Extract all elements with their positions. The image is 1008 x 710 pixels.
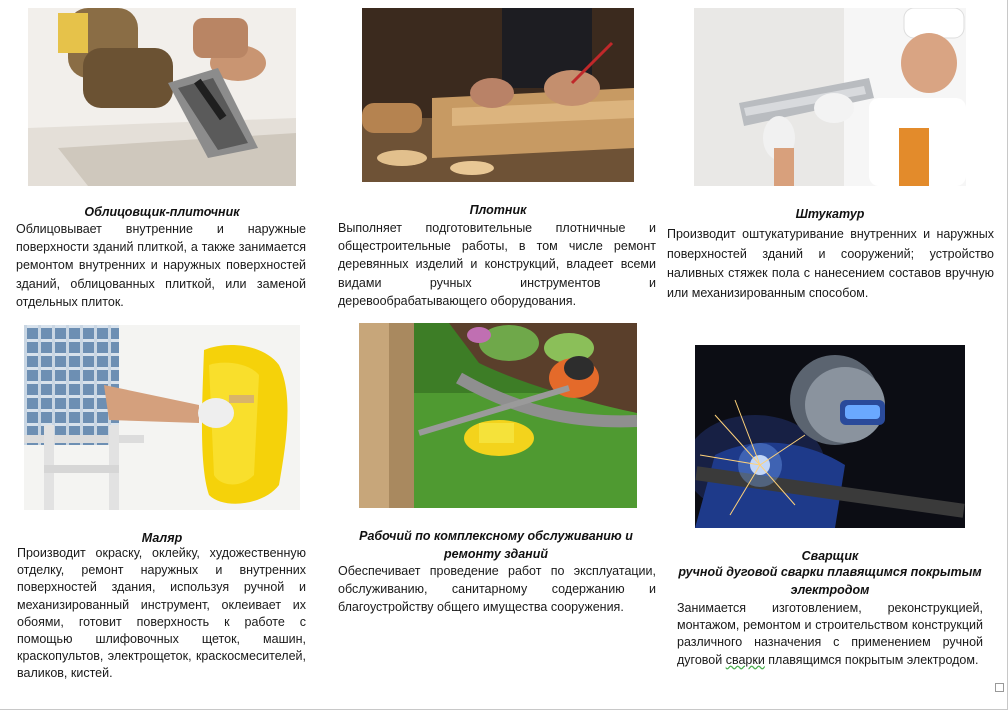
painter-photo (24, 325, 300, 510)
welder-description-part2: плавящимся покрытым электродом. (764, 652, 979, 667)
maintenance-description: Обеспечивает проведение работ по эксплуатации, обслуживанию, санитарному содержанию и благоустройству общего имущества сооружения. (338, 564, 656, 615)
welder-description-part1: Занимается изготовлением, реконструкцией, монтажом, ремонтом и строительством конструкций различного назначения с применением ручной дуговой (677, 601, 983, 667)
maintenance-title: Рабочий по комплексному обслуживанию и ремонту зданий (359, 529, 633, 561)
plasterer-description: Производит оштукатуривание внутренних и наружных поверхностей зданий и сооружений; устройство наливных стяжек пола с нанесением составов вручную или механизированным способом. (667, 227, 994, 300)
tiler-photo (28, 8, 296, 186)
painter-title: Маляр (141, 531, 183, 545)
painter-description: Производит окраску, оклейку, художественную отделку, ремонт наружных и внутренних поверхностей здания, используя ручной и механизированный инструмент, оклеивает их обоями, готовит поверхность к работе с помощью шлифовочных щеток, машин, краскопультов, электрощеток, краскосмесителей, валиков, кистей. (17, 546, 306, 681)
tiler-title: Облицовщик-плиточник (84, 205, 240, 219)
maintenance-worker-photo (359, 323, 637, 508)
spellcheck-word: сварки (725, 652, 765, 667)
welder-title-line1: Сварщик (801, 549, 859, 563)
plasterer-photo (694, 8, 966, 186)
welder-title-line2: ручной дуговой сварки плавящимся покрытым электродом (678, 565, 982, 597)
carpenter-photo (362, 8, 634, 182)
carpenter-title: Плотник (469, 203, 527, 217)
carpenter-description: Выполняет подготовительные плотничные и общестроительные работы, в том числе ремонт деревянных изделий и конструкций, владеет всеми видами ручных инструментов и деревообрабатывающего оборудования. (338, 221, 656, 308)
resize-handle-icon[interactable] (995, 683, 1004, 692)
welder-description (677, 600, 983, 669)
tiler-description: Облицовывает внутренние и наружные поверхности зданий плиткой, а также занимается ремонтом внутренних и наружных поверхностей зданий, облицованных плиткой, или заменой отдельных плиток. (16, 222, 306, 309)
plasterer-title: Штукатур (795, 207, 865, 221)
welder-photo (695, 345, 965, 528)
